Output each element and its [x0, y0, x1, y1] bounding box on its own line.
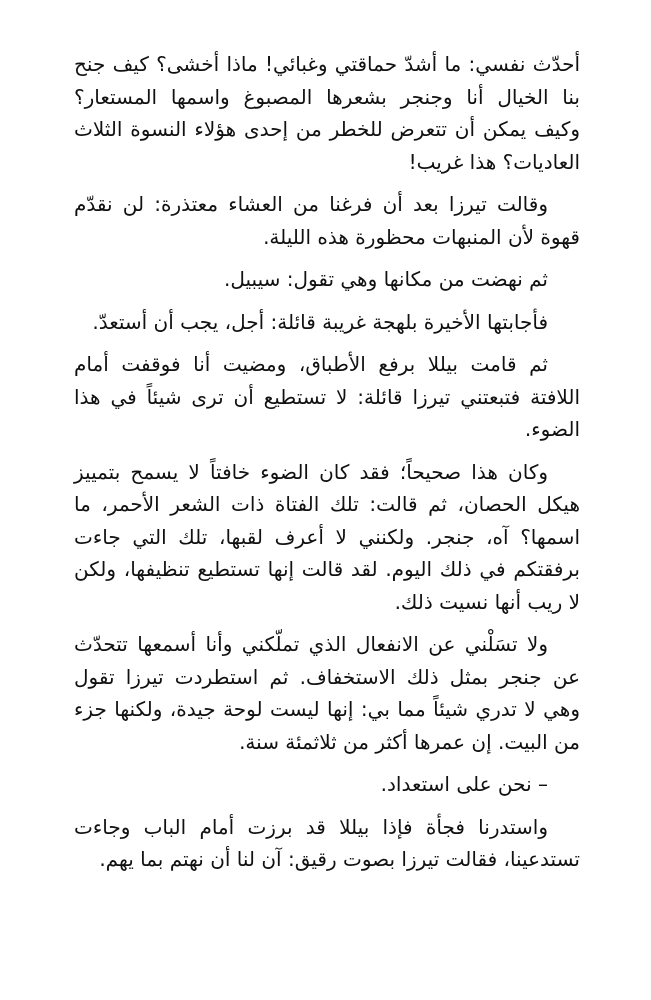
paragraph-1: أحدّث نفسي: ما أشدّ حماقتي وغبائي! ماذا أخشى؟ كيف جنح بنا الخيال أنا وجنجر بشعرها المصبوغ واسمها المستعار؟ وكيف يمكن أن تتعرض للخطر من إحدى هؤلاء النسوة الثلاث العاديات؟ هذا غريب!: [74, 52, 580, 174]
paragraph-4: فأجابتها الأخيرة بلهجة غريبة قائلة: أجل، يجب أن أستعدّ.: [92, 309, 548, 334]
paragraph-3: ثم نهضت من مكانها وهي تقول: سيبيل.: [224, 267, 548, 291]
paragraph-7: ولا تسَلْني عن الانفعال الذي تملّكني وأنا أسمعها تتحدّث عن جنجر بمثل ذلك الاستخفاف. ثم استطردت تيرزا تقول وهي لا تدري شيئاً مما بي: إنها ليست لوحة جيدة، ولكنها جزء من البيت. إن عمرها أكثر من ثلاثمئة سنة.: [74, 632, 580, 754]
paragraph-6: وكان هذا صحيحاً؛ فقد كان الضوء خافتاً لا يسمح بتمييز هيكل الحصان، ثم قالت: تلك الفتاة ذات الشعر الأحمر، ما اسمها؟ آه، جنجر. ولكنني لا أعرف لقبها، تلك التي جاءت برفقتكم في ذلك اليوم. لقد قالت إنها تستطيع تنظيفها، ولكن لا ريب أنها نسيت ذلك.: [74, 459, 580, 614]
paragraph-2: وقالت تيرزا بعد أن فرغنا من العشاء معتذرة: لن نقدّم قهوة لأن المنبهات محظورة هذه الليلة.: [74, 192, 580, 249]
paragraph-9: واستدرنا فجأة فإذا بيللا قد برزت أمام الباب وجاءت تستدعينا، فقالت تيرزا بصوت رقيق: آن لنا أن نهتم بما يهم.: [74, 814, 580, 871]
book-page: [74, 48, 580, 876]
paragraph-5: ثم قامت بيللا برفع الأطباق، ومضيت أنا فوقفت أمام اللافتة فتبعتني تيرزا قائلة: لا تستطيع أن ترى شيئاً في هذا الضوء.: [74, 352, 580, 441]
paragraph-8-dialogue: – نحن على استعداد.: [380, 772, 548, 796]
